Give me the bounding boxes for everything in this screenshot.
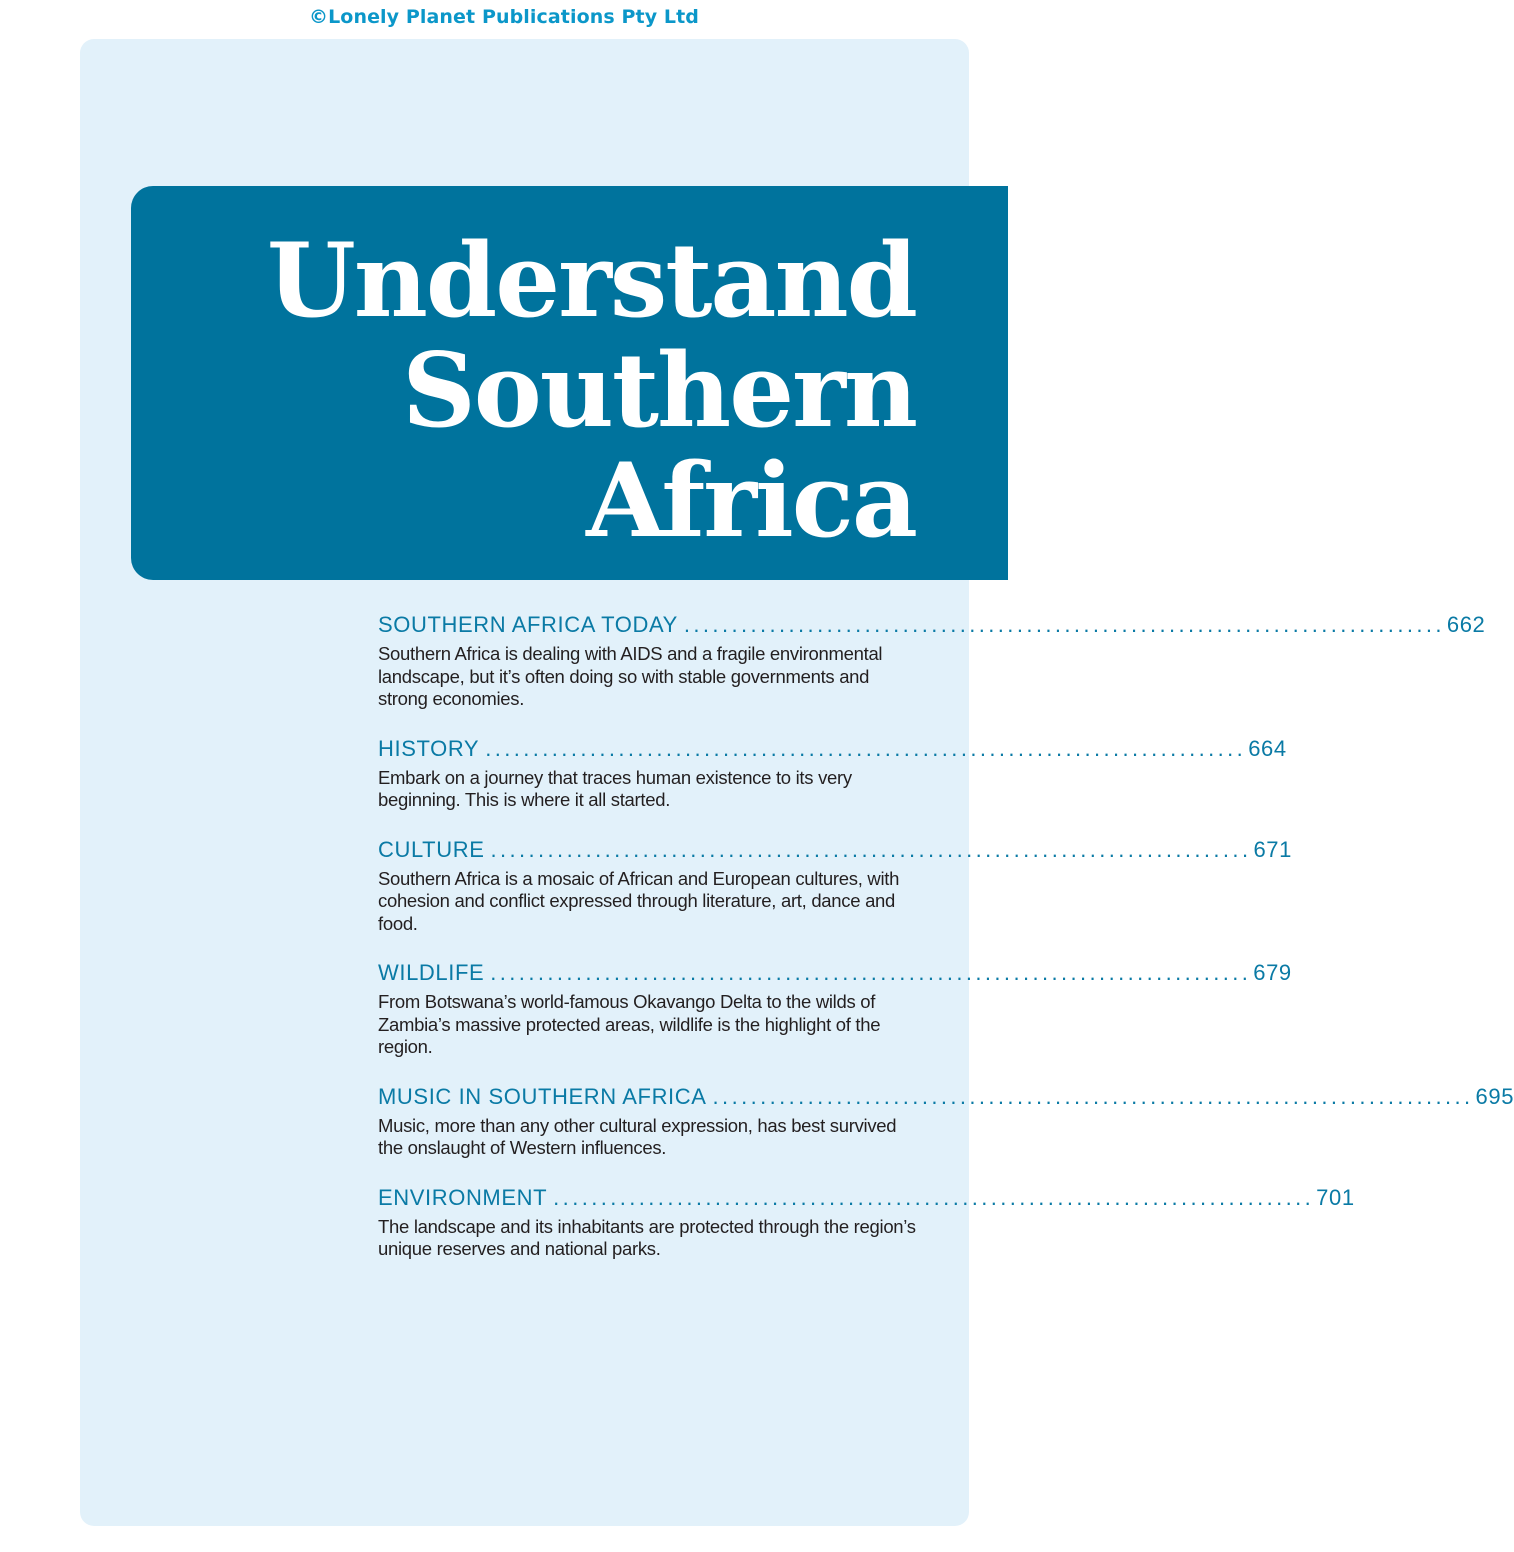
toc-entry-description: The landscape and its inhabitants are protected through the region’s unique reserves and national parks. <box>378 1215 916 1259</box>
toc-entry-heading <box>378 1080 1514 1114</box>
toc-entry-page[interactable]: 679 <box>1253 960 1292 985</box>
copyright-notice: ©Lonely Planet Publications Pty Ltd <box>308 6 699 28</box>
toc-entry-page[interactable]: 701 <box>1316 1184 1355 1210</box>
toc-entry-environment[interactable] <box>378 1181 1355 1261</box>
table-of-contents <box>378 608 1514 1282</box>
toc-entry-title[interactable]: CULTURE <box>378 836 485 862</box>
toc-entry-title[interactable]: WILDLIFE <box>378 960 485 985</box>
toc-entry-title[interactable]: SOUTHERN AFRICA TODAY <box>378 612 678 637</box>
toc-entry-history[interactable] <box>378 732 1287 812</box>
title-line-1: Understand <box>266 221 916 341</box>
toc-entry-title[interactable]: ENVIRONMENT <box>378 1184 548 1210</box>
toc-entry-heading <box>378 608 1486 642</box>
toc-entry-description: Music, more than any other cultural expression, has best survived the onslaught of Western influences. <box>378 1114 897 1158</box>
page-title <box>266 221 916 561</box>
toc-entry-heading <box>378 732 1287 766</box>
toc-entry-heading <box>378 1181 1355 1215</box>
toc-entry-culture[interactable] <box>378 833 1292 936</box>
toc-entry-page[interactable]: 671 <box>1253 836 1292 862</box>
toc-entry-description: Embark on a journey that traces human existence to its very beginning. This is where it all started. <box>378 766 852 810</box>
dot-leader: ................................................................................ <box>490 960 1252 985</box>
toc-entry-heading <box>378 833 1292 867</box>
dot-leader: ................................................................................ <box>553 1184 1315 1210</box>
dot-leader: ................................................................................ <box>490 836 1252 862</box>
toc-entry-page[interactable]: 695 <box>1475 1083 1514 1109</box>
toc-entry-description: Southern Africa is dealing with AIDS and a fragile environmental landscape, but it’s often doing so with stable governments and strong economies. <box>378 643 883 709</box>
toc-entry-page[interactable]: 662 <box>1446 612 1486 637</box>
toc-entry-music[interactable] <box>378 1080 1514 1160</box>
dot-leader: ................................................................................ <box>712 1083 1474 1109</box>
toc-entry-southern-africa-today[interactable] <box>378 608 1486 711</box>
toc-entry-heading <box>378 956 1292 990</box>
toc-entry-title[interactable]: MUSIC IN SOUTHERN AFRICA <box>378 1083 707 1109</box>
toc-entry-description: From Botswana’s world-famous Okavango Delta to the wilds of Zambia’s massive protected areas, wildlife is the highlight of the region. <box>378 991 881 1057</box>
dot-leader: ................................................................................ <box>683 612 1445 637</box>
title-line-3: Africa <box>586 441 916 561</box>
toc-entry-description: Southern Africa is a mosaic of African and European cultures, with cohesion and conflict expressed through literature, art, dance and food. <box>378 867 900 934</box>
toc-entry-page[interactable]: 664 <box>1248 735 1287 761</box>
toc-entry-wildlife[interactable] <box>378 956 1292 1059</box>
toc-entry-title[interactable]: HISTORY <box>378 735 480 761</box>
dot-leader: ................................................................................ <box>485 735 1247 761</box>
title-line-2: Southern <box>402 331 916 451</box>
